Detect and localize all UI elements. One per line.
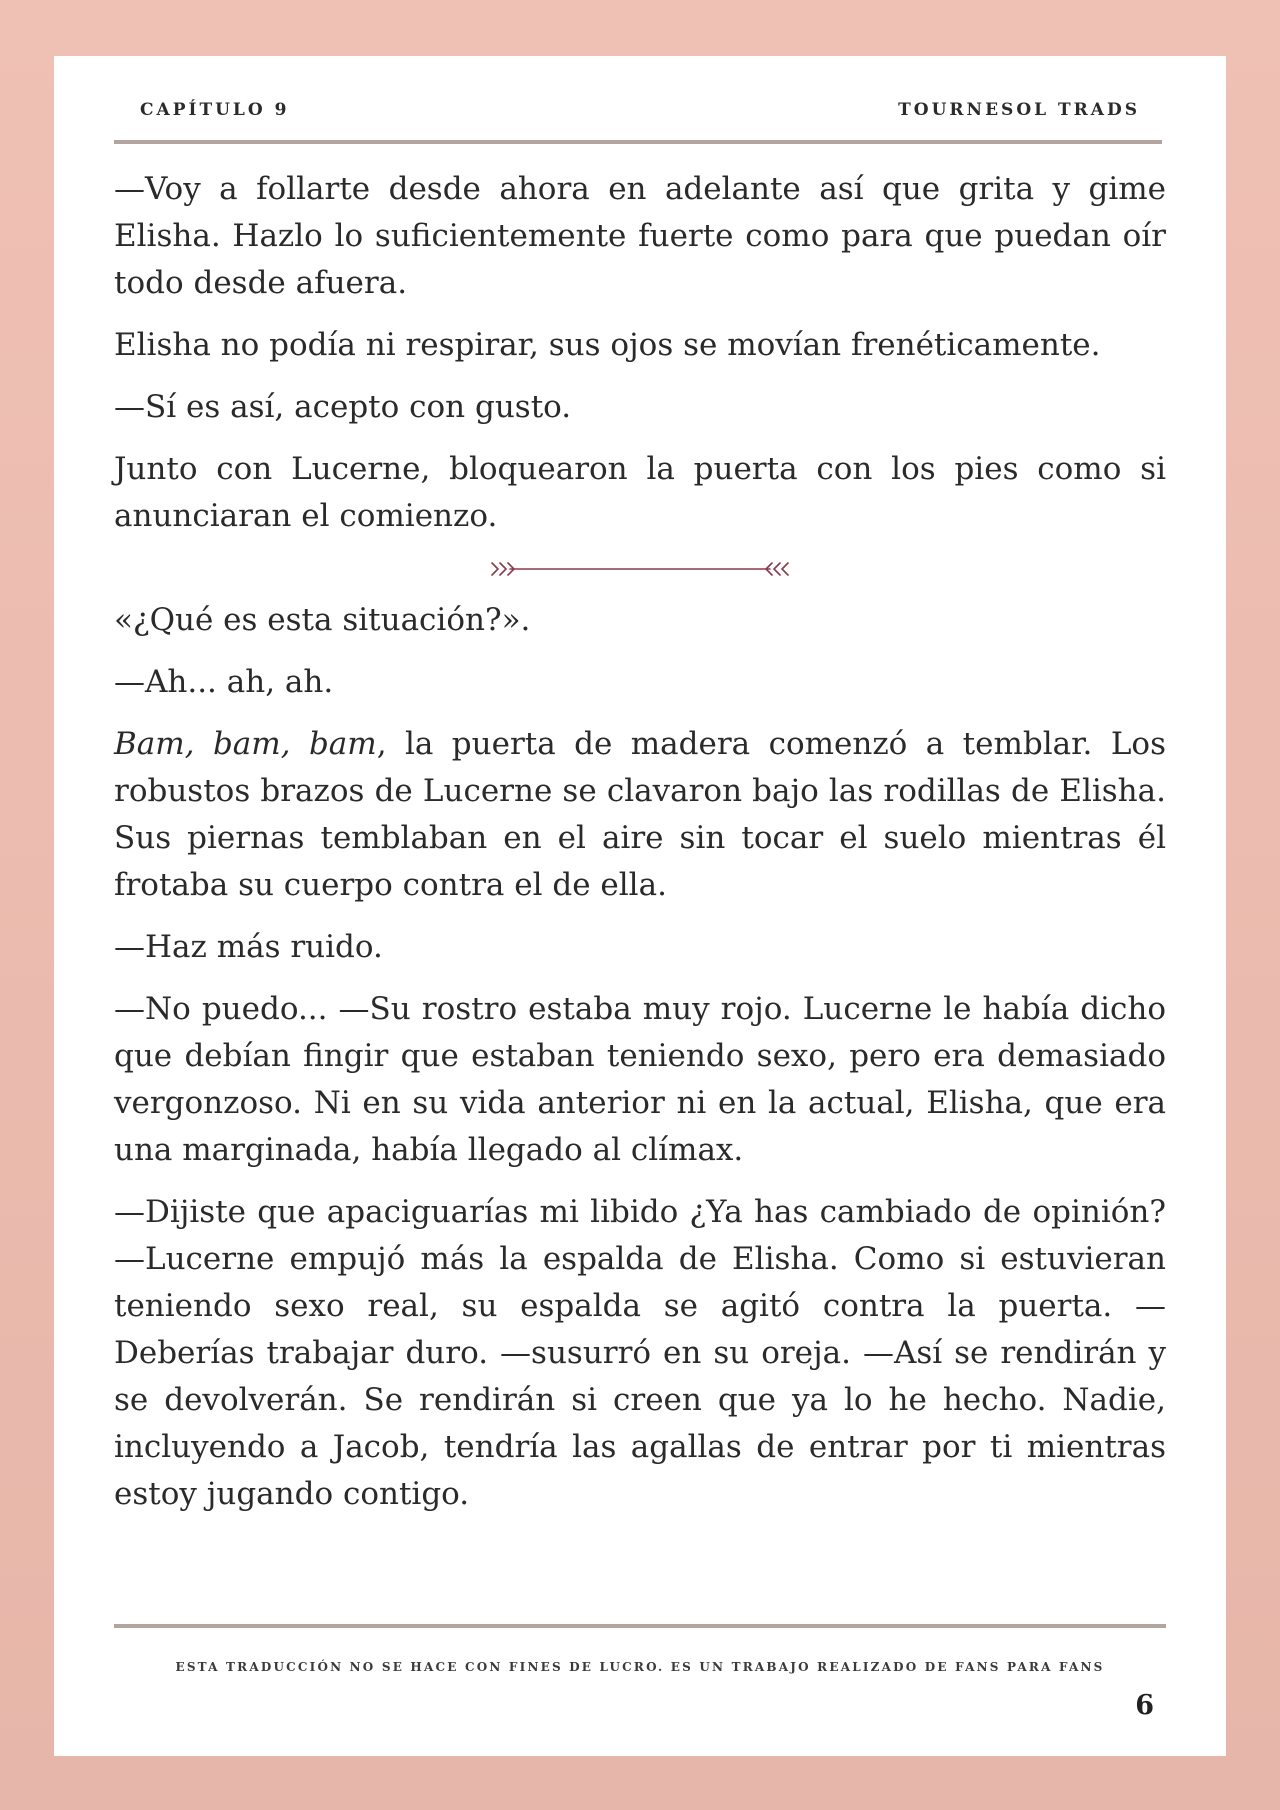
header-rule	[114, 140, 1162, 144]
page-number: 6	[1135, 1690, 1154, 1721]
paragraph	[114, 721, 1166, 909]
paragraph: —No puedo... —Su rostro estaba muy rojo. Lucerne le había dicho que debían fingir que estaban teniendo sexo, pero era demasiado vergonzoso. Ni en su vida anterior ni en la actual, Elisha, que era una marginada, había llegado al clímax.	[114, 991, 1166, 1168]
italic-sound: Bam, bam, bam	[114, 726, 377, 762]
paragraph-rest: , la puerta de madera comenzó a temblar. Los robustos brazos de Lucerne se clavaron bajo las rodillas de Elisha. Sus piernas temblaban en el aire sin tocar el suelo mientras él frotaba su cuerpo contra el de ella.	[114, 726, 1166, 903]
paragraph: Junto con Lucerne, bloquearon la puerta con los pies como si anunciaran el comienzo.	[114, 451, 1166, 534]
paragraph: —Voy a follarte desde ahora en adelante así que grita y gime Elisha. Hazlo lo suficientemente fuerte como para que puedan oír todo desde afuera.	[114, 171, 1166, 301]
chapter-label: CAPÍTULO 9	[140, 100, 290, 120]
paragraph: —Dijiste que apaciguarías mi libido ¿Ya has cambiado de opinión? —Lucerne empujó más la espalda de Elisha. Como si estuvieran teniendo sexo real, su espalda se agitó contra la puerta. —Deberías trabajar duro. —susurró en su oreja. —Así se rendirán y se devolverán. Se rendirán si creen que ya lo he hecho. Nadie, incluyendo a Jacob, tendría las agallas de entrar por ti mientras estoy jugando contigo.	[114, 1194, 1166, 1512]
arrow-divider-icon	[114, 549, 1166, 589]
body-text	[114, 166, 1166, 1518]
paragraph: —Ah... ah, ah.	[114, 664, 334, 700]
paragraph: —Haz más ruido.	[114, 929, 383, 965]
group-label: TOURNESOL TRADS	[898, 100, 1140, 120]
page-sheet	[54, 56, 1226, 1756]
footer-rule	[114, 1624, 1166, 1628]
paragraph: —Sí es así, acepto con gusto.	[114, 389, 572, 425]
paragraph: «¿Qué es esta situación?».	[114, 602, 531, 638]
footer-note: ESTA TRADUCCIÓN NO SE HACE CON FINES DE LUCRO. ES UN TRABAJO REALIZADO DE FANS PARA FANS	[175, 1660, 1105, 1674]
paragraph: Elisha no podía ni respirar, sus ojos se movían frenéticamente.	[114, 327, 1101, 363]
page-header	[126, 100, 1154, 120]
